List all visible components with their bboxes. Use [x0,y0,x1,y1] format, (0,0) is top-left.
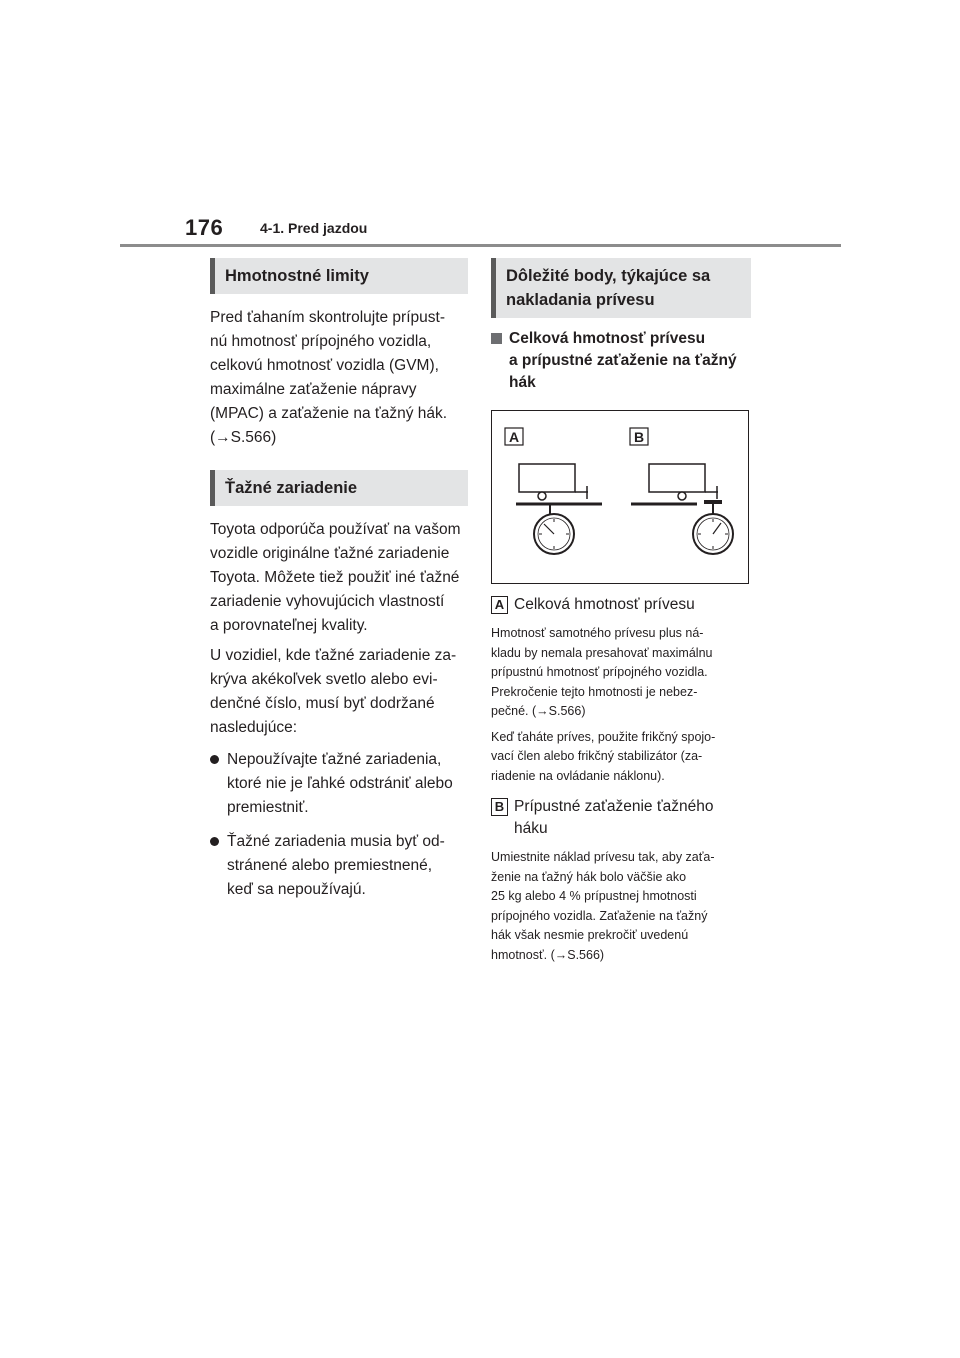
bullet-text: Ťažné zariadenia musia byť od- stránené alebo premiestnené, keď sa nepoužívajú. [227,833,445,898]
square-bullet-icon [491,333,502,344]
towing-paragraph-2: U vozidiel, kde ťažné zariadenie za- krýva akékoľvek svetlo alebo evi- denčné číslo, musí byť dodržané nasledujúce: [210,647,457,736]
gauge-a-icon [534,514,574,554]
item-b-text-1: Umiestnite náklad prívesu tak, aby zaťa- ženie na ťažný hák bolo väčšie ako 25 kg alebo 4 % prípustnej hmotnosti prípojného vozidla. Zaťaženie na ťažný hák však nesmie prekročiť uvedenú hmotnosť. (→S.566) [491,850,715,962]
bullet-text: Nepoužívajte ťažné zariadenia, ktoré nie je ľahké odstrániť alebo premiestniť. [227,751,453,816]
left-column [210,258,468,912]
header-rule [120,244,841,247]
diagram-svg [492,411,748,583]
diagram-label-b: B [633,429,645,445]
trailer-b-icon [631,464,722,515]
towing-bullet-list [210,748,468,902]
gauge-b-icon [693,514,733,554]
item-a-title: Celková hmotnosť prívesu [514,596,695,613]
subheading-text: Celková hmotnosť prívesu a prípustné zaťaženie na ťažný hák [509,330,737,391]
chapter-title: 4-1. Pred jazdou [260,220,368,236]
trailer-a-icon [516,464,602,515]
bullet-icon [210,755,219,764]
item-b [491,796,751,840]
section-heading-trailer-loading: Dôležité body, týkajúce sa nakladania prívesu [491,258,751,318]
right-column [491,258,751,965]
list-item [210,830,468,902]
weight-limits-paragraph: Pred ťahaním skontrolujte prípust- nú hmotnosť prípojného vozidla, celkovú hmotnosť vozidla (GVM), maximálne zaťaženie nápravy (MPAC) a zaťaženie na ťažný hák. (→S.566) [210,309,448,446]
item-b-label: B [491,798,508,816]
item-a-text-1: Hmotnosť samotného prívesu plus ná- kladu by nemala presahovať maximálnu prípustnú hmotnosť prípojného vozidla. Prekročenie tejto hmotnosti je nebez- pečné. (→S.566) [491,626,713,718]
list-item [210,748,468,820]
trailer-weight-diagram [491,410,749,584]
towing-paragraph-1: Toyota odporúča používať na vašom vozidle originálne ťažné zariadenie Toyota. Môžete tiež použiť iné ťažné zariadenie vyhovujúcich vlastností a porovnateľnej kvality. [210,521,461,634]
item-a [491,594,751,616]
page-number: 176 [185,215,224,240]
section-heading-weight-limits: Hmotnostné limity [210,258,468,294]
bullet-icon [210,837,219,846]
diagram-label-a: A [508,429,520,445]
section-heading-towing-device: Ťažné zariadenie [210,470,468,506]
item-a-label: A [491,596,508,614]
item-a-text-2: Keď ťaháte príves, použite frikčný spojo- vací člen alebo frikčný stabilizátor (za- riadenie na ovládanie náklonu). [491,729,716,783]
subheading-trailer-weight [491,328,751,394]
item-b-title: Prípustné zaťaženie ťažného háku [514,798,714,837]
